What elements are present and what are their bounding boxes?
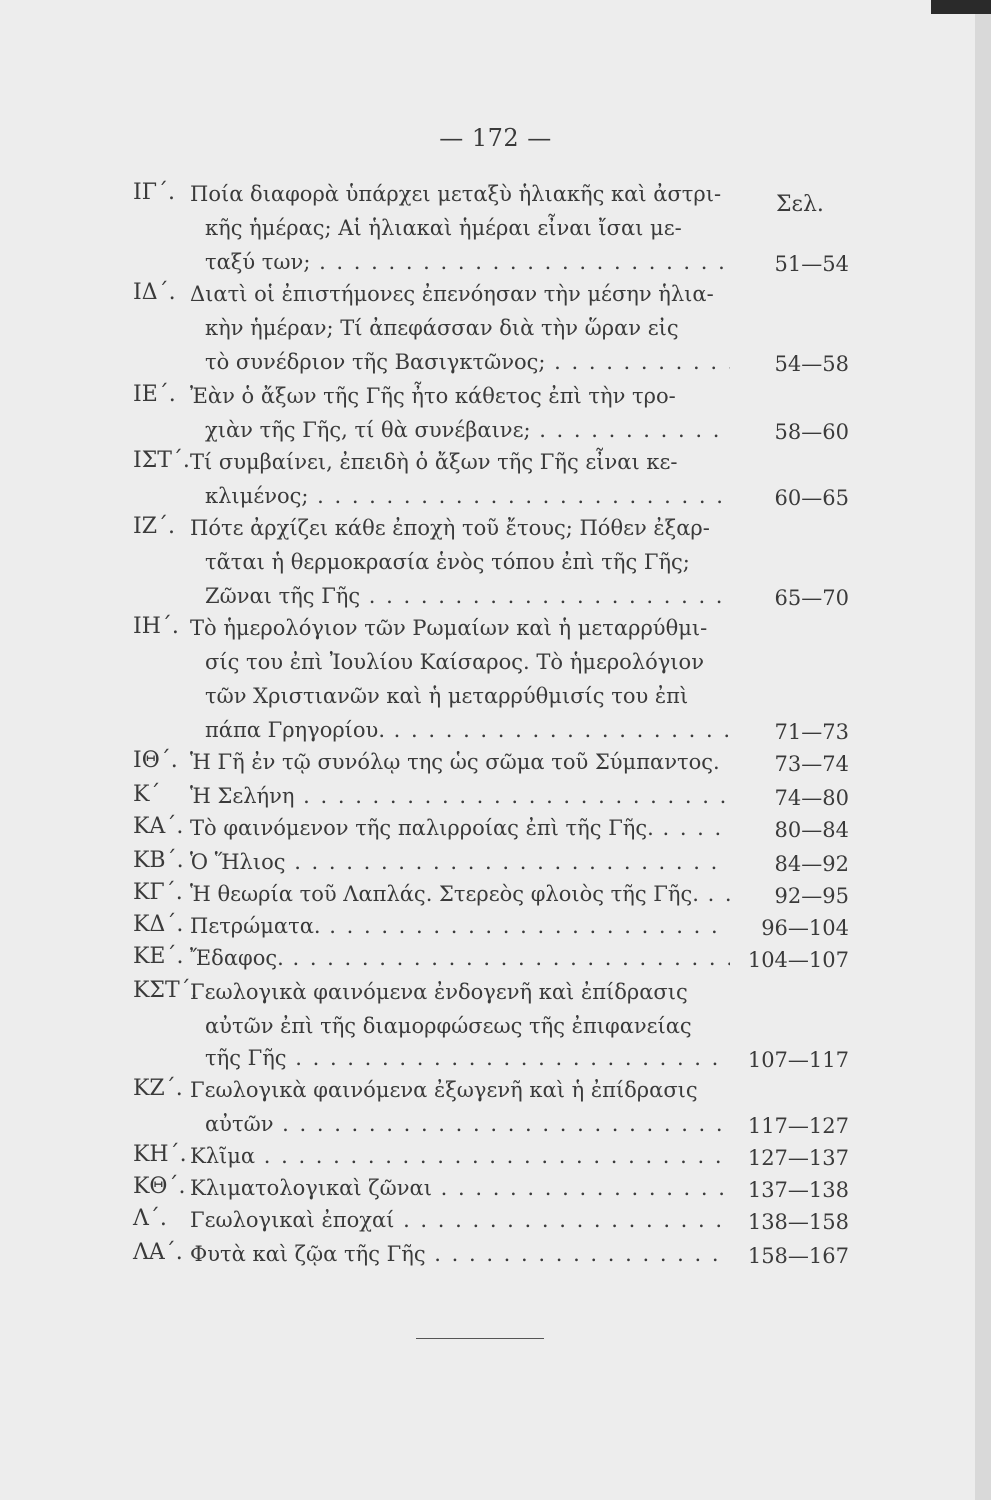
chapter-title-line: τὸ συνέδριον τῆς Βασιγκτῶνος; . . .: [205, 346, 730, 378]
chapter-title-line: χιὰν τῆς Γῆς, τί θὰ συνέβαινε; . . .: [205, 414, 730, 446]
chapter-number: ΙΔ΄.: [133, 280, 176, 305]
chapter-title-line: κῆς ἡμέρας; Αἱ ἡλιακαὶ ἡμέραι εἶναι ἴσαι με-: [205, 216, 682, 240]
chapter-title-line: Διατὶ οἱ ἐπιστήμονες ἐπενόησαν τὴν μέσην ἡλια-: [190, 282, 714, 306]
chapter-number: ΙΓ΄.: [133, 180, 175, 205]
chapter-number: ΚΑ΄.: [133, 814, 184, 839]
page-range: 80—84: [774, 818, 849, 842]
page-range: 60—65: [774, 486, 849, 510]
chapter-number: ΚΔ΄.: [133, 912, 184, 937]
page-range: 71—73: [774, 720, 849, 744]
chapter-number: ΙΘ΄.: [133, 748, 178, 773]
chapter-number: ΛΑ΄.: [133, 1240, 183, 1265]
chapter-title-line: κλιμένος; . . .: [205, 480, 730, 512]
chapter-title-line: Ἡ Γῆ ἐν τῷ συνόλῳ της ὡς σῶμα τοῦ Σύμπαντος. . . .: [190, 746, 730, 778]
chapter-number: ΚΘ΄.: [133, 1174, 186, 1199]
chapter-title-line: Κλῖμα . . .: [190, 1140, 730, 1172]
chapter-title-line: τῶν Χριστιανῶν καὶ ἡ μεταρρύθμισίς του ἐπὶ: [205, 684, 689, 708]
chapter-number: ΙΗ΄.: [133, 614, 179, 639]
page-range: 107—117: [747, 1048, 849, 1072]
chapter-number: ΙΣΤ΄.: [133, 448, 190, 473]
page-range: 158—167: [747, 1244, 849, 1268]
page-range: 104—107: [747, 948, 849, 972]
page-range: 73—74: [774, 752, 849, 776]
chapter-title-line: Πετρώματα. . . .: [190, 910, 730, 942]
chapter-title-line: Γεωλογικαὶ ἐποχαί . . .: [190, 1204, 730, 1236]
chapter-title-line: Γεωλογικὰ φαινόμενα ἐξωγενῆ καὶ ἡ ἐπίδρασις: [190, 1078, 698, 1102]
chapter-title-line: Γεωλογικὰ φαινόμενα ἐνδογενῆ καὶ ἐπίδρασις: [190, 980, 688, 1004]
chapter-title-line: τᾶται ἡ θερμοκρασία ἑνὸς τόπου ἐπὶ τῆς Γῆς;: [205, 550, 690, 574]
chapter-title-line: Ἡ θεωρία τοῦ Λαπλάς. Στερεὸς φλοιὸς τῆς Γῆς. . . .: [190, 878, 730, 910]
chapter-title-line: Πότε ἀρχίζει κάθε ἐποχὴ τοῦ ἔτους; Πόθεν ἐξαρ-: [190, 516, 710, 540]
chapter-title-line: Κλιματολογικαὶ ζῶναι . . .: [190, 1172, 730, 1204]
chapter-number: ΚΕ΄.: [133, 944, 184, 969]
chapter-title-line: Τὸ ἡμερολόγιον τῶν Ρωμαίων καὶ ἡ μεταρρύθμι-: [190, 616, 708, 640]
page-range: 84—92: [774, 852, 849, 876]
page-range: 96—104: [761, 916, 849, 940]
page-range: 137—138: [747, 1178, 849, 1202]
page-range: 117—127: [747, 1114, 849, 1138]
chapter-title-line: Φυτὰ καὶ ζῷα τῆς Γῆς . . .: [190, 1238, 730, 1270]
page-number: — 172 —: [439, 124, 552, 152]
page-range: 65—70: [774, 586, 849, 610]
chapter-number: ΚΓ΄.: [133, 880, 183, 905]
chapter-number: Λ΄.: [133, 1206, 167, 1231]
page-range: 51—54: [774, 252, 849, 276]
chapter-title-line: Τὸ φαινόμενον τῆς παλιρροίας ἐπὶ τῆς Γῆς. . . .: [190, 812, 730, 844]
chapter-number: ΙΖ΄.: [133, 514, 175, 539]
chapter-title-line: Ζῶναι τῆς Γῆς . . .: [205, 580, 730, 612]
chapter-number: ΚΒ΄.: [133, 848, 184, 873]
page-range: 74—80: [774, 786, 849, 810]
chapter-title-line: αὐτῶν ἐπὶ τῆς διαμορφώσεως τῆς ἐπιφανείας: [205, 1014, 692, 1038]
chapter-title-line: Ἐὰν ὁ ἄξων τῆς Γῆς ἦτο κάθετος ἐπὶ τὴν τρο-: [190, 384, 676, 408]
pages-column-label: Σελ.: [776, 192, 824, 217]
chapter-title-line: κὴν ἡμέραν; Τί ἀπεφάσσαν διὰ τὴν ὥραν εἰς: [205, 316, 679, 340]
chapter-number: ΙΕ΄.: [133, 382, 176, 407]
page-range: 138—158: [747, 1210, 849, 1234]
chapter-number: Κ΄: [133, 782, 161, 807]
chapter-number: ΚΣΤ΄.: [133, 978, 198, 1003]
chapter-title-line: σίς του ἐπὶ Ἰουλίου Καίσαρος. Τὸ ἡμερολόγιον: [205, 650, 704, 674]
chapter-title-line: Τί συμβαίνει, ἐπειδὴ ὁ ἄξων τῆς Γῆς εἶναι κε-: [190, 450, 678, 474]
chapter-title-line: αὐτῶν . . .: [205, 1108, 730, 1140]
chapter-title-line: πάπα Γρηγορίου. . . .: [205, 714, 730, 746]
page-range: 58—60: [774, 420, 849, 444]
chapter-title-line: Ἡ Σελήνη . . .: [190, 780, 730, 812]
chapter-title-line: Ποία διαφορὰ ὑπάρχει μεταξὺ ἡλιακῆς καὶ ἀστρι-: [190, 182, 722, 206]
chapter-title-line: ταξύ των; . . .: [205, 246, 730, 278]
end-rule: [416, 1338, 544, 1339]
page-range: 92—95: [774, 884, 849, 908]
page-range: 127—137: [747, 1146, 849, 1170]
chapter-title-line: Ὁ Ἥλιος . . .: [190, 846, 730, 878]
chapter-number: ΚΖ΄.: [133, 1076, 183, 1101]
page-range: 54—58: [774, 352, 849, 376]
chapter-title-line: τῆς Γῆς . . .: [205, 1042, 730, 1074]
chapter-title-line: Ἔδαφος. . . .: [190, 942, 730, 974]
chapter-number: ΚΗ΄.: [133, 1142, 187, 1167]
